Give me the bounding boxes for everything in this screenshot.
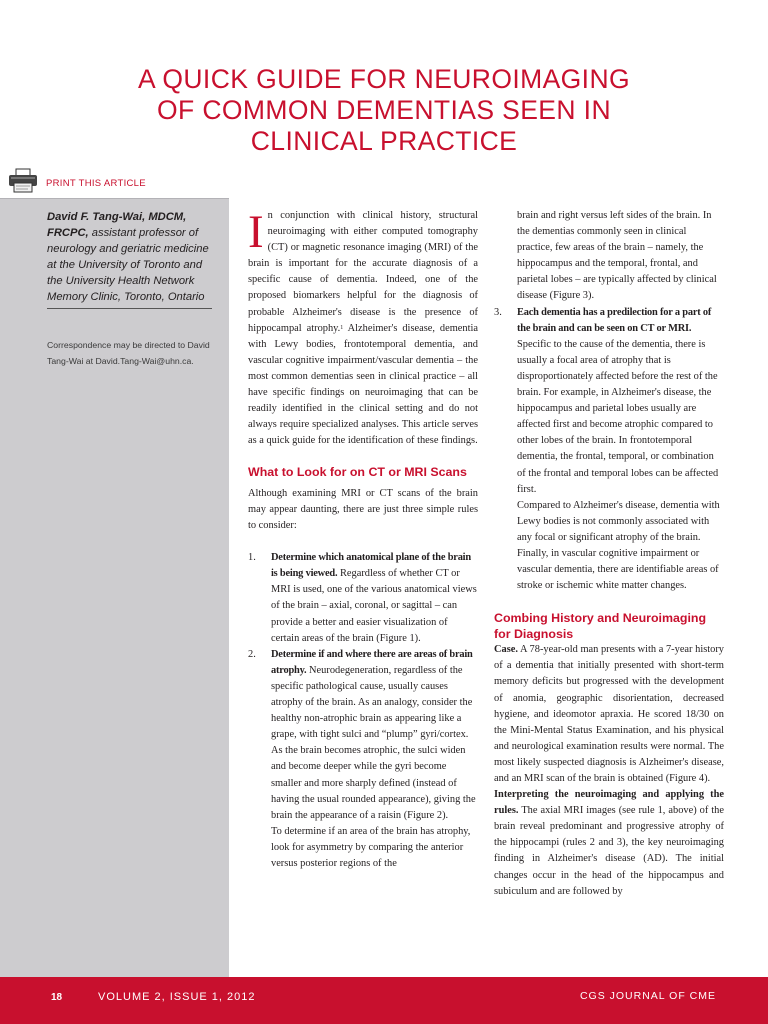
rules-list-continued xyxy=(494,208,724,594)
intro-text-continued: Alzheimer's disease, dementia with Lewy bodies, frontotemporal dementia, and vascular cognitive impairment/vascular dementia – the most common dementias seen in clinical practice – all have specific findings on neuroimaging that can be readily identified in the clinical setting and do not always require specialized analyses. This article serves as a quick guide for the identification of these findings. xyxy=(248,322,478,447)
author-sidebar xyxy=(0,198,229,978)
author-name: David F. Tang-Wai, MDCM, FRCPC, xyxy=(47,211,187,240)
intro-paragraph xyxy=(248,208,478,449)
author-affiliation: assistant professor of neurology and geriatric medicine at the University of Toronto and the University Health Network Memory Clinic, Toronto, Ontario xyxy=(47,227,209,304)
rule-lead: Determine if and where there are areas of brain atrophy. xyxy=(271,648,473,676)
rule-body: Specific to the cause of the dementia, there is usually a focal area of atrophy that is disproportionately affected before the rest of the brain. For example, in Alzheimer's disease, the hippocampus and parietal lobes usually are affected first and become atrophic compared to other lobes of the brain. In frontotemporal dementia, the frontal, temporal, or combination of the frontal and temporal lobes can be affected first. xyxy=(517,338,719,495)
volume-label: VOLUME 2, ISSUE 1, 2012 xyxy=(98,991,256,1003)
rule-number: 2. xyxy=(248,648,256,660)
print-article-label[interactable]: PRINT THIS ARTICLE xyxy=(46,178,146,189)
rule-body: Regardless of whether CT or MRI is used, one of the various anatomical views of the brain – axial, coronal, or sagittal – can provide a better and easier visualization of certain areas of the brain (Figure 1). xyxy=(271,568,477,644)
print-article-link[interactable] xyxy=(8,168,308,196)
rule-lead: Determine which anatomical plane of the brain is being viewed. xyxy=(271,552,471,580)
author-bio xyxy=(47,209,212,309)
case-paragraph xyxy=(494,642,724,787)
article-column-2 xyxy=(494,208,724,900)
article-column-1 xyxy=(248,208,478,872)
rule-number: 3. xyxy=(494,306,502,318)
rule-item xyxy=(494,305,724,595)
interpretation-paragraph xyxy=(494,787,724,900)
rule-body: Neurodegeneration, regardless of the specific pathological cause, usually causes atrophy of the brain. As an analogy, consider the healthy non-atrophic brain as appearing like a grape, with tight sulci and “plump” gyri/cortex. As the brain becomes atrophic, the sulci widen and become deeper while the gyri become smaller and more sharply defined (instead of having the usual rounded appearance), giving the brain the appearance of a raisin (Figure 2). xyxy=(271,664,476,821)
rule-lead: Each dementia has a predilection for a part of the brain and can be seen on CT or MRI. xyxy=(517,306,712,334)
reference-mark: 1 xyxy=(340,324,344,331)
section-intro: Although examining MRI or CT scans of the brain may appear daunting, there are just three simple rules to consider: xyxy=(248,487,478,532)
rule-body-continued: Compared to Alzheimer's disease, dementia with Lewy bodies is not commonly associated with any focal or significant atrophy of the brain. Finally, in vascular cognitive impairment or vascular dementia, there are identifiable areas of stroke or ischemic white matter changes. xyxy=(517,499,720,592)
interpretation-body: The axial MRI images (see rule 1, above) of the brain reveal predominant and progressive atrophy of the hippocampi (rules 2 and 3), the key neuroimaging finding in Alzheimer's disease (AD). The initial changes occur in the head of the hippocampus and subiculum and are followed by xyxy=(494,805,724,897)
rule-item xyxy=(494,208,724,305)
title-line: OF COMMON DEMENTIAS SEEN IN xyxy=(157,95,611,125)
page-footer xyxy=(0,977,768,1024)
section-heading: Combing History and Neuroimaging for Diagnosis xyxy=(494,611,707,641)
rules-list xyxy=(248,550,478,872)
article-title xyxy=(60,64,708,157)
drop-cap: I xyxy=(248,206,264,258)
title-line: A QUICK GUIDE FOR NEUROIMAGING xyxy=(138,64,630,94)
rule-item xyxy=(248,647,478,872)
correspondence-note: Correspondence may be directed to David Tang-Wai at David.Tang-Wai@uhn.ca. xyxy=(47,340,210,367)
rule-number: 1. xyxy=(248,552,256,564)
title-line: CLINICAL PRACTICE xyxy=(250,126,518,156)
interpretation-lead: Interpreting the neuroimaging and applying the rules. xyxy=(494,789,724,817)
journal-name: CGS JOURNAL OF CME xyxy=(579,990,716,1002)
intro-text: n conjunction with clinical history, structural neuroimaging with either computed tomography (CT) or magnetic resonance imaging (MRI) of the brain is important for the accurate diagnosis of a specific cause of dementia. Indeed, one of the proposed biomarkers helpful for the diagnosis of probable Alzheimer's disease is the presence of hippocampal atrophy. xyxy=(248,210,478,334)
section-heading: What to Look for on CT or MRI Scans xyxy=(248,465,467,480)
rule-item xyxy=(248,550,478,647)
rule-body-continued: brain and right versus left sides of the brain. In the dementias commonly seen in clinical practice, few areas of the brain – namely, the hippocampus and the temporal, frontal, and parietal lobes – are typically affected by clinical disease (Figure 3). xyxy=(517,210,717,302)
page-number: 18 xyxy=(51,992,63,1003)
case-lead: Case. xyxy=(494,644,518,656)
case-body: A 78-year-old man presents with a 7-year history of a dementia that initially presented with short-term memory deficits but progressed with the development of anomia, geographic disorientation, decreased hygiene, and ideomotor apraxia. He scored 18/30 on the Mini-Mental Status Examination, and his physical and neurological examination results were normal. The most likely suspected diagnosis is Alzheimer's disease, and an MRI scan of the brain is obtained (Figure 4). xyxy=(494,644,724,784)
rule-body-continued: To determine if an area of the brain has atrophy, look for asymmetry by comparing the anterior versus posterior regions of the xyxy=(271,825,471,869)
printer-icon[interactable] xyxy=(8,168,38,194)
